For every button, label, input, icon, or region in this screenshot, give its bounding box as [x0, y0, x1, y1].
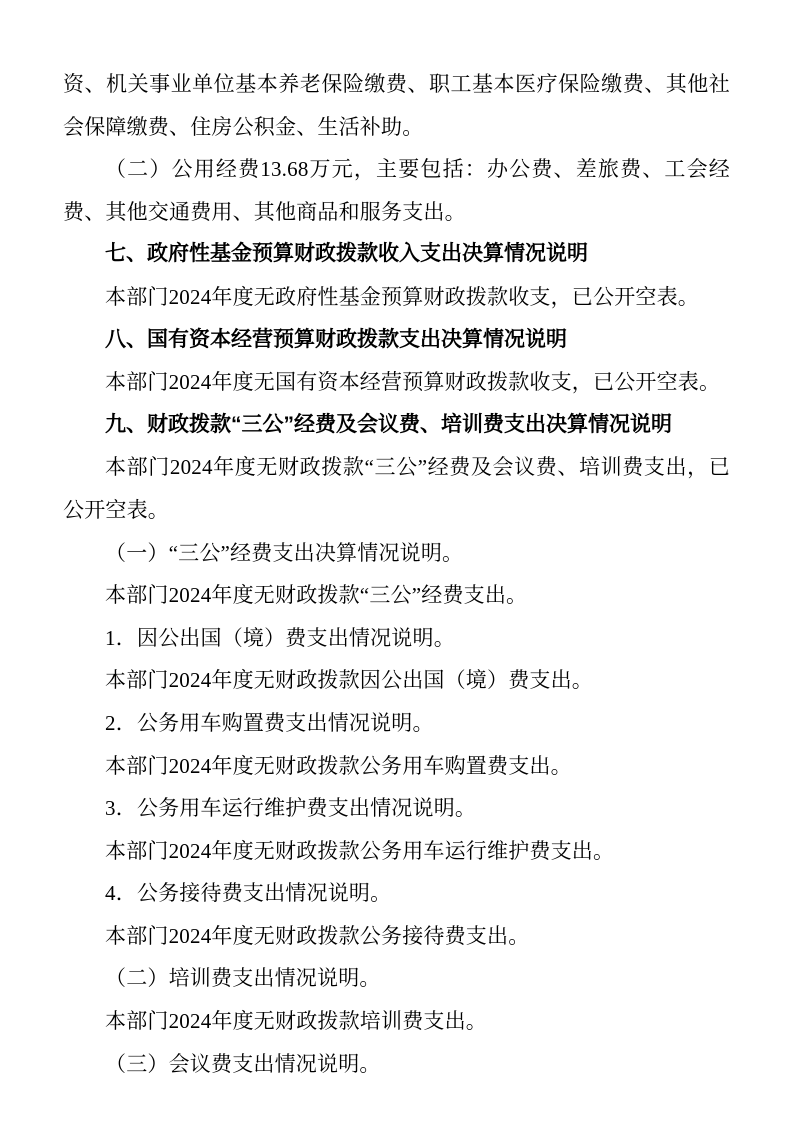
para-sub1-three-public-title: （一）“三公”经费支出决算情况说明。: [105, 540, 464, 565]
heading-sec8-state-capital-budget: 八、国有资本经营预算财政拨款支出决算情况说明: [105, 327, 567, 351]
para-sec8-empty-note: 本部门2024年度无国有资本经营预算财政拨款收支，已公开空表。: [105, 370, 721, 395]
para-item4-reception-title: 4．公务接待费支出情况说明。: [105, 881, 392, 906]
para-item4-reception-note: 本部门2024年度无财政拨款公务接待费支出。: [105, 923, 530, 948]
document-body: [63, 63, 730, 1085]
para-item2-vehicle-purchase-title: 2．公务用车购置费支出情况说明。: [105, 710, 434, 735]
para-item1-abroad-title: 1．因公出国（境）费支出情况说明。: [105, 625, 455, 650]
para-sub3-meeting-title: （三）会议费支出情况说明。: [105, 1051, 381, 1076]
para-item3-vehicle-maintenance-title: 3．公务用车运行维护费支出情况说明。: [105, 796, 477, 821]
heading-sec7-govfund-budget: 七、政府性基金预算财政拨款收入支出决算情况说明: [105, 242, 588, 266]
para-salary-items-continued: 资、机关事业单位基本养老保险缴费、职工基本医疗保险缴费、其他社会保障缴费、住房公积金、生活补助。: [63, 72, 730, 139]
para-sub2-training-title: （二）培训费支出情况说明。: [105, 966, 381, 991]
para-item3-vehicle-maintenance-note: 本部门2024年度无财政拨款公务用车运行维护费支出。: [105, 838, 615, 863]
para-public-funds: （二）公用经费13.68万元，主要包括：办公费、差旅费、工会经费、其他交通费用、其他商品和服务支出。: [63, 157, 730, 224]
para-item2-vehicle-purchase-note: 本部门2024年度无财政拨款公务用车购置费支出。: [105, 753, 572, 778]
para-sub2-training-note: 本部门2024年度无财政拨款培训费支出。: [105, 1009, 487, 1034]
para-sec7-empty-note: 本部门2024年度无政府性基金预算财政拨款收支，已公开空表。: [105, 284, 699, 309]
heading-sec9-three-public-expenses: 九、财政拨款“三公”经费及会议费、培训费支出决算情况说明: [105, 412, 672, 436]
para-item1-abroad-note: 本部门2024年度无财政拨款因公出国（境）费支出。: [105, 668, 593, 693]
para-sub1-three-public-note: 本部门2024年度无财政拨款“三公”经费支出。: [105, 583, 528, 608]
para-sec9-empty-note: 本部门2024年度无财政拨款“三公”经费及会议费、培训费支出，已公开空表。: [63, 455, 730, 522]
